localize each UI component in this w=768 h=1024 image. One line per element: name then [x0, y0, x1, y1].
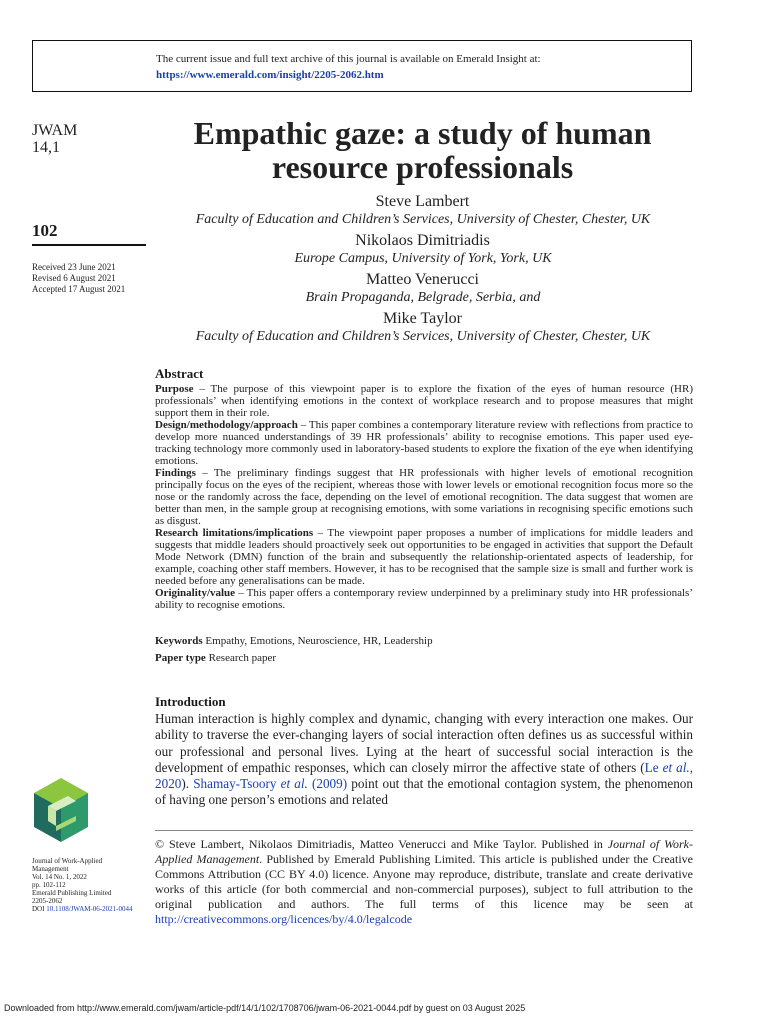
- revised-date: Revised 6 August 2021: [32, 273, 116, 283]
- author-name: Matteo Venerucci: [366, 271, 479, 288]
- cite-author: Shamay-Tsoory: [193, 776, 281, 792]
- license-part-1: © Steve Lambert, Nikolaos Dimitriadis, Matteo Venerucci and Mike Taylor. Published in: [155, 837, 608, 851]
- paper-type: [155, 651, 276, 665]
- license-text: [155, 837, 693, 927]
- doi-label: DOI: [32, 905, 47, 913]
- introduction-body: [155, 711, 693, 809]
- journal-abbreviation: [32, 122, 77, 156]
- author-name: Mike Taylor: [382, 310, 462, 327]
- page-number-rule: [32, 244, 146, 246]
- cc-open-access-logo: [30, 776, 92, 846]
- section-label: Design/methodology/approach: [155, 419, 298, 431]
- keywords: [155, 634, 433, 648]
- meta-line: Management: [32, 865, 69, 873]
- paper-type-label: Paper type: [155, 652, 206, 664]
- meta-line: Emerald Publishing Limited: [32, 889, 112, 897]
- license-part-2: . Published by Emerald Publishing Limited. This article is published under the Creative Commons Attribution (CC BY 4.0) licence. Anyone may reproduce, distribute, translate and create derivative works of this article (for both commercial and non-commercial purposes), subject to full attribution to the original publication and authors. The full terms of this licence may be seen at: [155, 852, 693, 911]
- meta-line: Vol. 14 No. 1, 2022: [32, 873, 87, 881]
- section-label: Findings: [155, 467, 196, 479]
- author-name: Nikolaos Dimitriadis: [355, 232, 490, 249]
- cite-etal: et al.: [662, 759, 690, 775]
- meta-line: 2205-2062: [32, 897, 63, 905]
- license-divider: [155, 830, 693, 831]
- author-affiliation: Brain Propaganda, Belgrade, Serbia, and: [305, 290, 541, 305]
- abstract-design: [155, 419, 693, 467]
- journal-metadata: [32, 857, 132, 913]
- license-journal-name: Journal of Work-Applied Management: [155, 837, 693, 866]
- cite-etal: et al.: [280, 776, 308, 792]
- page-number: 102: [32, 221, 58, 240]
- title-line-1: Empathic gaze: a study of human: [193, 115, 652, 151]
- volume-text: 14,1: [32, 139, 60, 156]
- section-text: – This paper combines a contemporary literature review with reflections from practice to develop more nuanced understandings of 39 HR professionals’ ability to recognise emotions. This paper used eye-tracking technology more commonly used in laboratory-based students to explore the fixation of the eye when identifying emotions.: [155, 419, 693, 467]
- intro-text: ).: [181, 776, 194, 792]
- paper-type-text: Research paper: [205, 652, 277, 664]
- received-date: Received 23 June 2021: [32, 262, 116, 272]
- author-name: Steve Lambert: [375, 193, 470, 210]
- section-text: – The viewpoint paper proposes a number of implications for middle leaders and suggests that middle leaders should proactively seek out opportunities to be engaged in activities that support the Default Mode Network (DMN) function of the brain and subsequently the relationship-orientated aspects of leadership, for example, coaching other staff members. However, it has to be recognised that the sample size is small and further work is needed before any generalisations can be made.: [155, 527, 693, 587]
- title-line-2: resource professionals: [271, 149, 574, 185]
- license-link[interactable]: http://creativecommons.org/licences/by/4.0/legalcode: [155, 912, 413, 926]
- introduction-heading: Introduction: [155, 694, 226, 709]
- doi-link[interactable]: 10.1108/JWAM-06-2021-0044: [46, 905, 133, 913]
- intro-text: Human interaction is highly complex and dynamic, changing with every interaction one makes. Our ability to traverse the ever-changing layers of social interaction often defines us as successful within our professional and personal lives. Lying at the heart of successful social interaction is the development of empathic responses, which can closely mirror the affective state of others (: [155, 711, 693, 775]
- section-label: Originality/value: [155, 587, 236, 599]
- journal-notice-box: [32, 40, 692, 92]
- accepted-date: Accepted 17 August 2021: [32, 284, 126, 294]
- cite-year: , 2020: [155, 759, 693, 792]
- meta-line: Journal of Work-Applied: [32, 857, 103, 865]
- citation-link-shamay-tsoory[interactable]: [193, 776, 347, 791]
- cite-year: (2009): [307, 776, 348, 792]
- abstract-body: [155, 383, 693, 611]
- author-affiliation: Faculty of Education and Children’s Services, University of Chester, Chester, UK: [195, 212, 651, 227]
- abstract-heading: Abstract: [155, 366, 204, 381]
- meta-line: pp. 102-112: [32, 881, 66, 889]
- section-label: Research limitations/implications: [155, 527, 314, 539]
- section-label: Purpose: [155, 383, 194, 395]
- cite-author: Le: [644, 759, 663, 775]
- doi-line: [32, 905, 132, 913]
- section-text: – This paper offers a contemporary review underpinned by a preliminary study into HR professionals’ ability to recognise emotions.: [155, 587, 693, 611]
- journal-link[interactable]: https://www.emerald.com/insight/2205-2062.htm: [156, 69, 384, 81]
- keywords-text: Empathy, Emotions, Neuroscience, HR, Leadership: [202, 635, 433, 647]
- download-footer: Downloaded from http://www.emerald.com/jwam/article-pdf/14/1/102/1708706/jwam-06-2021-0044.pdf by guest on 03 August 2025: [4, 1003, 526, 1013]
- paper-title: [150, 116, 695, 184]
- article-dates: [32, 262, 125, 295]
- abstract-purpose: [155, 383, 693, 419]
- section-text: – The preliminary findings suggest that HR professionals with higher levels of emotional recognition principally focus on the eyes of the recipient, whereas those with lower levels or emotional recognition focus more so the nose or the randomly across the face, depending on the level of emotional recognition. The data suggest that women are better than men, in the sample group at recognising emotions, with some variations in recognising specific emotions such as disgust.: [155, 467, 693, 527]
- abstract-findings: [155, 467, 693, 527]
- abstract-originality: [155, 587, 693, 611]
- journal-abbr-text: JWAM: [32, 122, 78, 139]
- notice-text: The current issue and full text archive of this journal is available on Emerald Insight at:: [156, 53, 541, 65]
- keywords-label: Keywords: [155, 635, 203, 647]
- author-affiliation: Europe Campus, University of York, York, UK: [294, 251, 552, 266]
- abstract-limitations: [155, 527, 693, 587]
- author-affiliation: Faculty of Education and Children’s Services, University of Chester, Chester, UK: [195, 329, 651, 344]
- intro-text: point out that the emotional contagion system, the phenomenon of having one person’s emotions and related: [155, 776, 693, 808]
- section-text: – The purpose of this viewpoint paper is to explore the fixation of the eyes of human resource (HR) professionals’ when identifying emotions in the context of workplace research and to propose measures that might support them in their role.: [155, 383, 693, 419]
